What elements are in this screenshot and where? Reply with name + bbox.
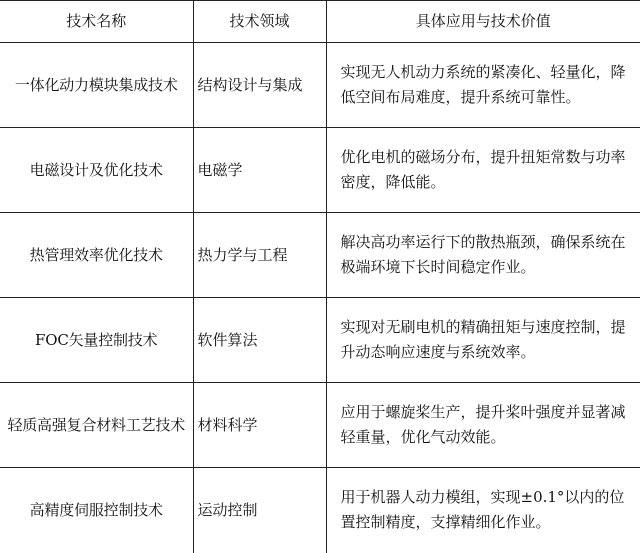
tech-name-cell: 电磁设计及优化技术	[0, 128, 193, 213]
table-header	[0, 1, 640, 43]
tech-field-cell: 材料科学	[193, 383, 326, 468]
application-value-cell: 实现对无刷电机的精确扭矩与速度控制，提升动态响应速度与系统效率。	[326, 298, 640, 383]
tech-name-cell: 一体化动力模块集成技术	[0, 43, 193, 128]
tech-field-cell: 软件算法	[193, 298, 326, 383]
header-application-value: 具体应用与技术价值	[326, 1, 640, 43]
header-tech-name: 技术名称	[0, 1, 193, 43]
application-value-cell: 用于机器人动力模组，实现±0.1°以内的位置控制精度，支撑精细化作业。	[326, 468, 640, 553]
tech-field-cell: 电磁学	[193, 128, 326, 213]
table-row	[0, 43, 640, 128]
table-row	[0, 128, 640, 213]
application-value-cell: 应用于螺旋桨生产，提升桨叶强度并显著减轻重量，优化气动效能。	[326, 383, 640, 468]
tech-field-cell: 结构设计与集成	[193, 43, 326, 128]
tech-field-cell: 运动控制	[193, 468, 326, 553]
application-value-cell: 解决高功率运行下的散热瓶颈，确保系统在极端环境下长时间稳定作业。	[326, 213, 640, 298]
table-row	[0, 213, 640, 298]
tech-name-cell: 轻质高强复合材料工艺技术	[0, 383, 193, 468]
header-tech-field: 技术领域	[193, 1, 326, 43]
application-value-cell: 优化电机的磁场分布，提升扭矩常数与功率密度，降低能。	[326, 128, 640, 213]
tech-name-cell: FOC矢量控制技术	[0, 298, 193, 383]
application-value-cell: 实现无人机动力系统的紧凑化、轻量化，降低空间布局难度，提升系统可靠性。	[326, 43, 640, 128]
header-row	[0, 1, 640, 43]
table-row	[0, 298, 640, 383]
table-body	[0, 43, 640, 553]
table-row	[0, 383, 640, 468]
table-row	[0, 468, 640, 553]
tech-field-cell: 热力学与工程	[193, 213, 326, 298]
tech-name-cell: 热管理效率优化技术	[0, 213, 193, 298]
tech-name-cell: 高精度伺服控制技术	[0, 468, 193, 553]
